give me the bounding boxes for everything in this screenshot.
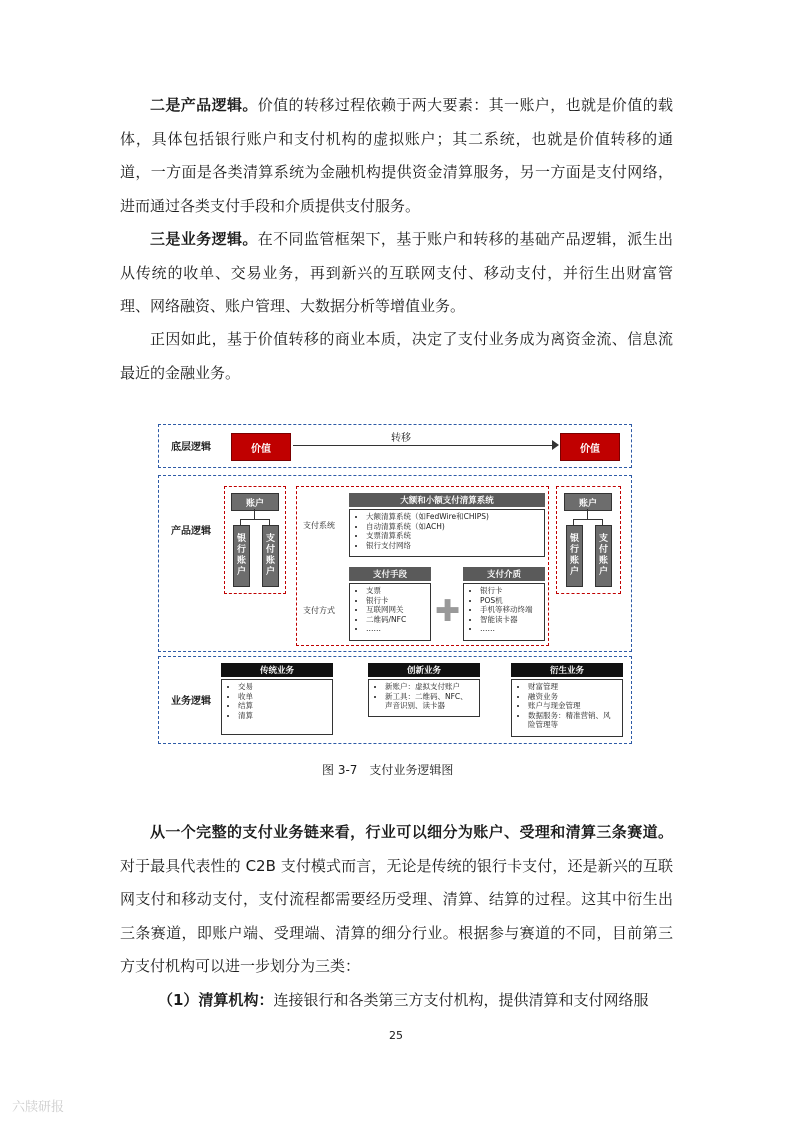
transfer-arrow-head bbox=[552, 440, 559, 450]
method-label: 支付方式 bbox=[303, 606, 335, 615]
list-item: • 自动清算系统（如ACH) bbox=[366, 522, 538, 532]
transfer-label: 转移 bbox=[391, 433, 411, 444]
value-left-box: 价值 bbox=[231, 433, 291, 461]
list-item: • 二维码/NFC bbox=[366, 615, 424, 625]
list-item: • 清算 bbox=[238, 711, 326, 721]
system-title: 大额和小额支付清算系统 bbox=[349, 493, 545, 507]
traditional-list bbox=[221, 679, 333, 735]
list-item: • 支票清算系统 bbox=[366, 531, 538, 541]
list-item: • 结算 bbox=[238, 701, 326, 711]
heading-payment-chain: 从一个完整的支付业务链来看，行业可以细分为账户、受理和清算三条赛道。 bbox=[150, 823, 673, 841]
layer-product-label: 产品逻辑 bbox=[171, 526, 211, 537]
bank-account-right: 银行账户 bbox=[566, 525, 583, 587]
list-item: • 互联网网关 bbox=[366, 605, 424, 615]
list-item: • 手机等移动终端 bbox=[480, 605, 538, 615]
figure-caption: 图 3-7 支付业务逻辑图 bbox=[322, 763, 454, 777]
value-right-box: 价值 bbox=[560, 433, 620, 461]
list-item: • 银行卡 bbox=[366, 596, 424, 606]
pay-account-left: 支付账户 bbox=[262, 525, 279, 587]
media-list bbox=[463, 583, 545, 641]
paragraph-clearing bbox=[120, 984, 673, 1018]
plus-icon: ✚ bbox=[435, 594, 461, 629]
list-item: • 支票 bbox=[366, 586, 424, 596]
watermark: 六牍研报 bbox=[12, 1100, 65, 1115]
media-title: 支付介质 bbox=[463, 567, 545, 581]
system-group bbox=[296, 486, 549, 646]
list-item: • 银行支付网络 bbox=[366, 541, 538, 551]
text-product-logic: 价值的转移过程依赖于两大要素：其一账户，也就是价值的载体，具体包括银行账户和支付机构的虚拟账户；其二系统，也就是价值转移的通道，一方面是各类清算系统为金融机构提供资金清算服务，另一方面是支付网络，进而通过各类支付手段和介质提供支付服务。 bbox=[120, 96, 673, 215]
paragraph-conclusion bbox=[120, 323, 673, 390]
derivative-title: 衍生业务 bbox=[511, 663, 623, 677]
innovative-title: 创新业务 bbox=[368, 663, 480, 677]
connector bbox=[587, 509, 588, 519]
paragraph-business-logic bbox=[120, 223, 673, 324]
layer-base-band bbox=[158, 424, 632, 468]
heading-product-logic: 二是产品逻辑。 bbox=[150, 96, 258, 114]
system-list bbox=[349, 509, 545, 557]
account-group-right bbox=[556, 486, 621, 594]
list-item: • 新账户：虚拟支付账户 bbox=[385, 682, 473, 692]
account-title-right: 账户 bbox=[564, 493, 612, 511]
text-business-logic: 在不同监管框架下，基于账户和转移的基础产品逻辑，派生出从传统的收单、交易业务，再到新兴的互联网支付、移动支付，并衍生出财富管理、网络融资、账户管理、大数据分析等增值业务。 bbox=[120, 230, 673, 315]
list-item: • 财富管理 bbox=[528, 682, 616, 692]
list-item: • 融资业务 bbox=[528, 692, 616, 702]
system-label: 支付系统 bbox=[303, 521, 335, 530]
derivative-list bbox=[511, 679, 623, 737]
payment-logic-figure bbox=[158, 424, 632, 746]
text-conclusion: 正因如此，基于价值转移的商业本质，决定了支付业务成为离资金流、信息流最近的金融业务。 bbox=[120, 330, 673, 382]
list-item: • 大额清算系统（如FedWire和CHIPS) bbox=[366, 512, 538, 522]
layer-business-band bbox=[158, 656, 632, 744]
account-title-left: 账户 bbox=[231, 493, 279, 511]
list-item: • 收单 bbox=[238, 692, 326, 702]
list-item: • 银行卡 bbox=[480, 586, 538, 596]
transfer-arrow-line bbox=[293, 445, 555, 446]
text-clearing: 连接银行和各类第三方支付机构，提供清算和支付网络服 bbox=[273, 991, 649, 1009]
list-item: • 新工具：二维码、NFC、声音识别、读卡器 bbox=[385, 692, 473, 711]
list-item: • POS机 bbox=[480, 596, 538, 606]
heading-business-logic: 三是业务逻辑。 bbox=[150, 230, 258, 248]
heading-clearing: （1）清算机构： bbox=[158, 991, 274, 1009]
paragraph-payment-chain bbox=[120, 816, 673, 984]
list-item: • 智能读卡器 bbox=[480, 615, 538, 625]
account-group-left bbox=[224, 486, 286, 594]
list-item: • 交易 bbox=[238, 682, 326, 692]
list-item: • …… bbox=[366, 624, 424, 634]
text-payment-chain: 对于最具代表性的 C2B 支付模式而言，无论是传统的银行卡支付，还是新兴的互联网支付和移动支付，支付流程都需要经历受理、清算、结算的过程。这其中衍生出三条赛道，即账户端、受理端、清算的细分行业。根据参与赛道的不同，目前第三方支付机构可以进一步划分为三类： bbox=[120, 856, 673, 975]
list-item: • 数据服务：精准营销、风险管理等 bbox=[528, 711, 616, 730]
page-number: 25 bbox=[389, 1029, 403, 1042]
means-list bbox=[349, 583, 431, 641]
innovative-list bbox=[368, 679, 480, 717]
list-item: • 账户与现金管理 bbox=[528, 701, 616, 711]
paragraph-product-logic bbox=[120, 89, 673, 223]
list-item: • …… bbox=[480, 624, 538, 634]
connector bbox=[254, 509, 255, 519]
traditional-title: 传统业务 bbox=[221, 663, 333, 677]
layer-product-band bbox=[158, 475, 632, 652]
connector bbox=[240, 519, 269, 520]
bank-account-left: 银行账户 bbox=[233, 525, 250, 587]
connector bbox=[573, 519, 602, 520]
means-title: 支付手段 bbox=[349, 567, 431, 581]
layer-business-label: 业务逻辑 bbox=[171, 696, 211, 707]
pay-account-right: 支付账户 bbox=[595, 525, 612, 587]
layer-base-label: 底层逻辑 bbox=[171, 442, 211, 453]
